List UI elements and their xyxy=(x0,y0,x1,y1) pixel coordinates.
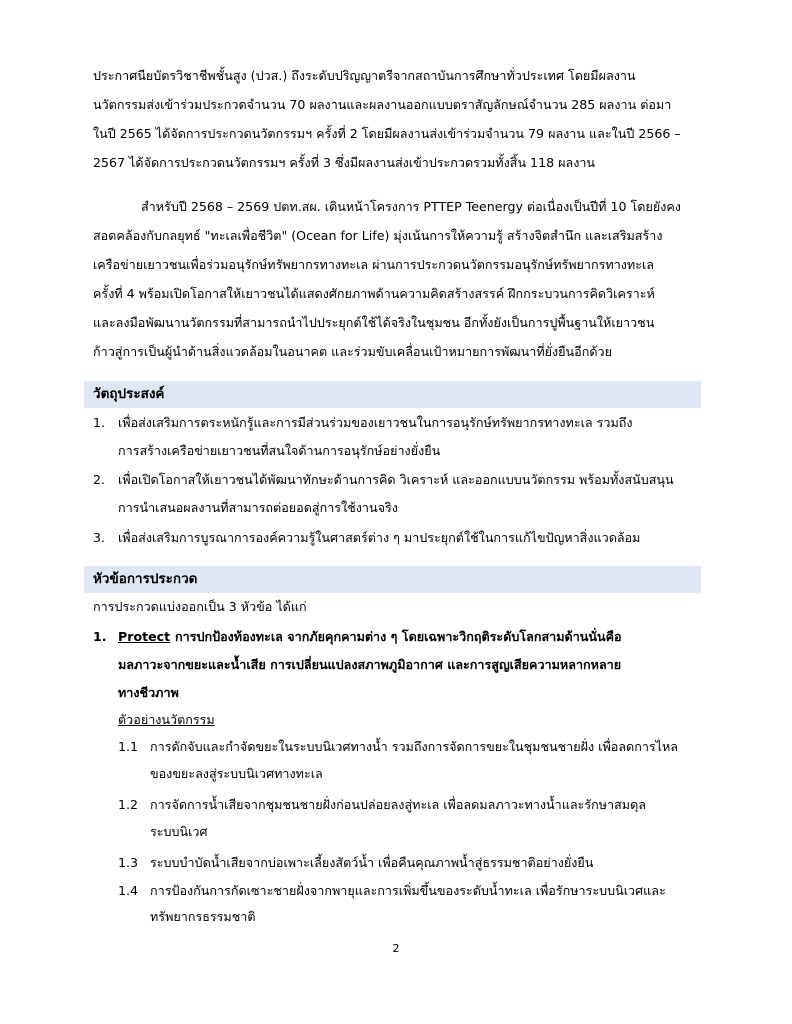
example-item: ระบบนิเวศ xyxy=(150,824,208,839)
section-heading: วัตถุประสงค์ xyxy=(93,386,165,402)
objectives-heading-band xyxy=(84,381,701,408)
list-item: เพื่อเปิดโอกาสให้เยาวชนได้พัฒนาทักษะด้านการคิด วิเคราะห์ และออกแบบนวัตกรรม พร้อมทั้งสนับสนุน xyxy=(118,472,674,487)
example-item: ทรัพยากรธรรมชาติ xyxy=(150,909,256,924)
list-item: การนำเสนอผลงานที่สามารถต่อยอดสู่การใช้งานจริง xyxy=(118,500,398,515)
sub-number: 1.3 xyxy=(118,855,139,870)
topics-intro: การประกวดแบ่งออกเป็น 3 หัวข้อ ได้แก่ xyxy=(93,599,307,614)
text-line: ในปี 2565 ได้จัดการประกวดนวัตกรรมฯ ครั้งที่ 2 โดยมีผลงานส่งเข้าร่วมจำนวน 79 ผลงาน และในปี 2566 – xyxy=(93,126,681,141)
list-number: 3. xyxy=(93,530,106,545)
text-line: สอดคล้องกับกลยุทธ์ "ทะเลเพื่อชีวิต" (Ocean for Life) มุ่งเน้นการให้ความรู้ สร้างจิตสำนึก และเสริมสร้าง xyxy=(93,228,663,243)
section-heading: หัวข้อการประกวด xyxy=(93,571,198,587)
example-item: การป้องกันการกัดเซาะชายฝั่งจากพายุและการเพิ่มขึ้นของระดับน้ำทะเล เพื่อรักษาระบบนิเวศและ xyxy=(150,883,666,898)
list-number: 2. xyxy=(93,472,106,487)
sub-number: 1.1 xyxy=(118,739,139,754)
topics-heading-band xyxy=(84,566,701,593)
list-item: การสร้างเครือข่ายเยาวชนที่สนใจด้านการอนุรักษ์อย่างยั่งยืน xyxy=(118,443,441,458)
example-item: ระบบบำบัดน้ำเสียจากบ่อเพาะเลี้ยงสัตว์น้ำ เพื่อคืนคุณภาพน้ำสู่ธรรมชาติอย่างยั่งยืน xyxy=(150,855,594,870)
example-item: การดักจับและกำจัดขยะในระบบนิเวศทางน้ำ รวมถึงการจัดการขยะในชุมชนชายฝั่ง เพื่อลดการไหล xyxy=(150,739,679,754)
list-number: 1. xyxy=(93,415,106,430)
text-line: และลงมือพัฒนานวัตกรรมที่สามารถนำไปประยุกต์ใช้ได้จริงในชุมชน อีกทั้งยังเป็นการปูพื้นฐานให้เยาวชน xyxy=(93,315,655,330)
example-item: การจัดการน้ำเสียจากชุมชนชายฝั่งก่อนปล่อยลงสู่ทะเล เพื่อลดมลภาวะทางน้ำและรักษาสมดุล xyxy=(150,797,646,812)
text-line: 2567 ได้จัดการประกวดนวัตกรรมฯ ครั้งที่ 3 ซึ่งมีผลงานส่งเข้าประกวดรวมทั้งสิ้น 118 ผลงาน xyxy=(93,155,596,170)
sub-number: 1.4 xyxy=(118,883,139,898)
topic-title: การปกป้องท้องทะเล จากภัยคุกคามต่าง ๆ โดยเฉพาะวิกฤติระดับโลกสามด้านนั่นคือ xyxy=(175,629,622,644)
text-line: ก้าวสู่การเป็นผู้นำด้านสิ่งแวดล้อมในอนาคต และร่วมขับเคลื่อนเป้าหมายการพัฒนาที่ยั่งยืนอีกด้วย xyxy=(93,344,612,359)
text-line: ประกาศนียบัตรวิชาชีพชั้นสูง (ปวส.) ถึงระดับปริญญาตรีจากสถาบันการศึกษาทั่วประเทศ โดยมีผลงาน xyxy=(93,68,636,83)
topic-keyword: Protect xyxy=(118,629,171,644)
topic-title: ทางชีวภาพ xyxy=(118,685,179,700)
text-line: สำหรับปี 2568 – 2569 ปตท.สผ. เดินหน้าโครงการ PTTEP Teenergy ต่อเนื่องเป็นปีที่ 10 โดยยังคง xyxy=(141,199,681,214)
topic-title: มลภาวะจากขยะและน้ำเสีย การเปลี่ยนแปลงสภาพภูมิอากาศ และการสูญเสียความหลากหลาย xyxy=(118,657,622,672)
list-item: เพื่อส่งเสริมการบูรณาการองค์ความรู้ในศาสตร์ต่าง ๆ มาประยุกต์ใช้ในการแก้ไขปัญหาสิ่งแวดล้อม xyxy=(118,530,641,545)
list-number: 1. xyxy=(93,629,107,644)
text-line: เครือข่ายเยาวชนเพื่อร่วมอนุรักษ์ทรัพยากรทางทะเล ผ่านการประกวดนวัตกรรมอนุรักษ์ทรัพยากรทางทะเล xyxy=(93,257,655,272)
text-line: นวัตกรรมส่งเข้าร่วมประกวดจำนวน 70 ผลงานและผลงานออกแบบตราสัญลักษณ์จำนวน 285 ผลงาน ต่อมา xyxy=(93,97,672,112)
list-item: เพื่อส่งเสริมการตระหนักรู้และการมีส่วนร่วมของเยาวชนในการอนุรักษ์ทรัพยากรทางทะเล รวมถึง xyxy=(118,415,633,430)
sub-number: 1.2 xyxy=(118,797,139,812)
page-number: 2 xyxy=(392,942,400,955)
examples-label: ตัวอย่างนวัตกรรม xyxy=(118,712,215,727)
text-line: ครั้งที่ 4 พร้อมเปิดโอกาสให้เยาวชนได้แสดงศักยภาพด้านความคิดสร้างสรรค์ ฝึกกระบวนการคิดวิเคราะห์ xyxy=(93,286,655,301)
example-item: ของขยะลงสู่ระบบนิเวศทางทะเล xyxy=(150,766,323,781)
